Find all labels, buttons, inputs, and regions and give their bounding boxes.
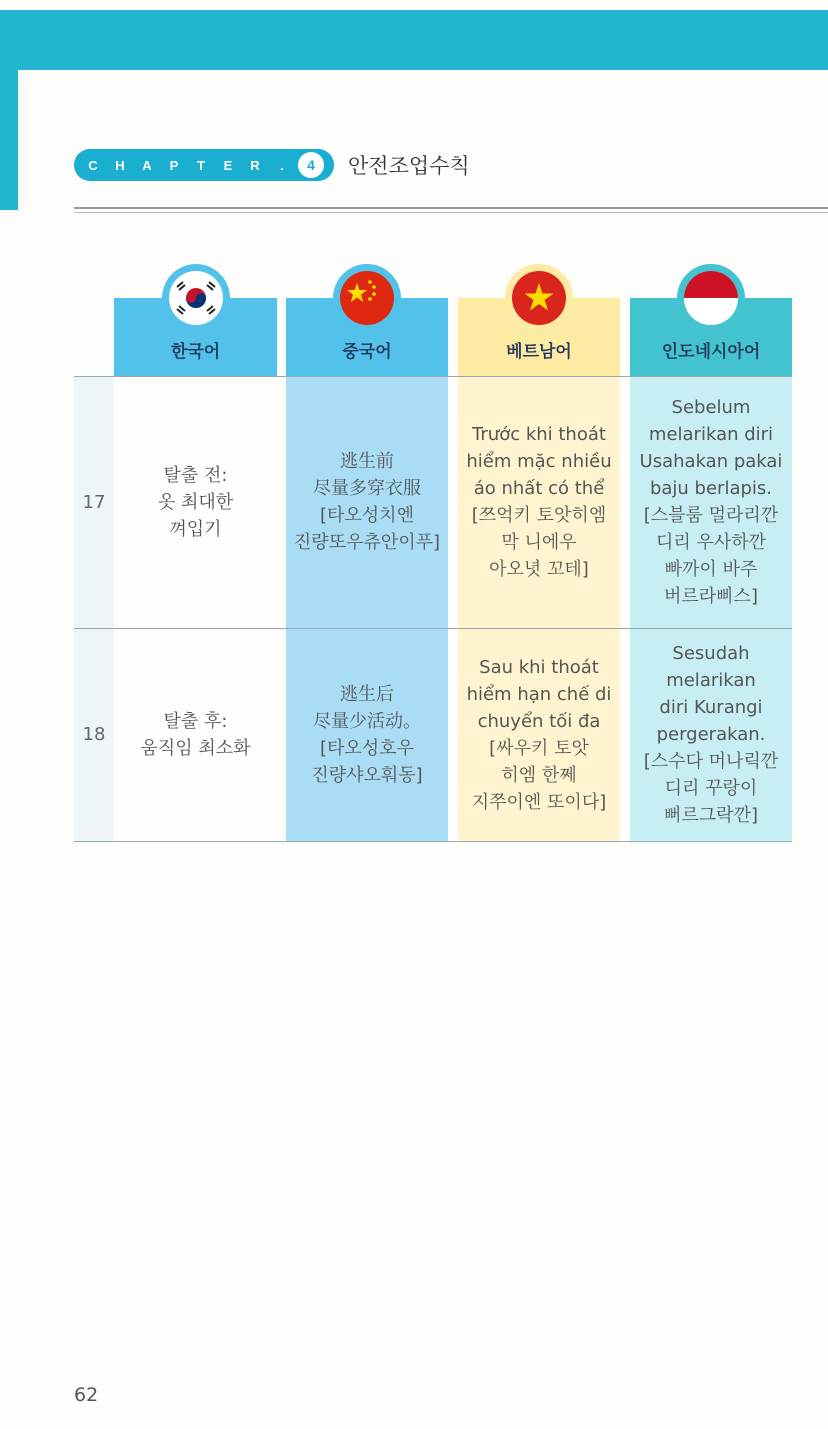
vietnam-flag-icon [512,271,566,325]
cell-line: 逃生后 [339,683,394,705]
cell-line: 尽量少活动。 [312,710,421,732]
chapter-letter: R [250,157,260,173]
chapter-letter: E [223,157,233,173]
cell-line: baju berlapis. [649,478,773,499]
cell-line: melarikan diri [648,424,774,445]
cell-line: 뻐르그락깐] [664,805,758,826]
chapter-title: 안전조업수칙 [348,154,470,178]
cell-row17-korean [114,376,277,628]
cell-line: [스수다 머나릭깐 [643,751,779,772]
cell-line: 逃生前 [339,451,394,472]
cell-row18-korean [114,628,277,841]
column-vietnamese [458,298,620,841]
cell-line: chuyển tối đa [477,710,601,732]
table-rule [74,376,792,377]
cell-line: [쯔억키 토앗히엠 [471,505,607,526]
chapter-header [74,148,470,182]
top-color-band [0,10,828,70]
flag-bubble [162,264,230,332]
column-chinese [286,298,448,841]
column-korean [114,298,277,841]
row-number-18 [74,628,114,841]
flag-bubble [505,264,573,332]
cell-line: 옷 최대한 [157,491,234,513]
cell-line: [스블룸 멀라리깐 [643,505,779,526]
cell-line: 히엠 한쩨 [501,764,577,786]
cell-line: 지쭈이엔 또이다] [471,791,607,813]
cell-line: 막 니에우 [501,532,577,553]
cell-row17-indonesian [630,376,792,628]
cell-line: diri Kurangi [659,697,763,718]
cell-line: 진량샤오훠동] [311,764,423,786]
cell-line: pergerakan. [656,724,766,745]
table-rule [74,841,792,842]
row-number: 18 [82,724,106,745]
cell-line: hiểm mặc nhiều [466,451,612,472]
cell-line: 탈출 후: [163,710,228,732]
column-label: 한국어 [170,342,221,362]
chapter-letter: T [197,157,205,173]
cell-line: 尽量多穿衣服 [312,478,421,499]
table-rule [74,628,792,629]
cell-line: Sesudah melarikan [666,643,756,691]
cell-line: hiểm hạn chế di [466,683,612,705]
page-number: 62 [74,1384,99,1406]
side-color-band [0,10,18,210]
header-rule [74,207,828,209]
cell-line: 디리 꾸랑이 [664,778,758,799]
chapter-letter: . [280,157,284,173]
cell-line: áo nhất có thể [473,478,605,499]
column-label: 인도네시아어 [661,342,761,362]
chapter-letter: A [142,157,152,173]
chapter-letter: P [169,157,179,173]
flag-bubble [677,264,745,332]
indonesia-flag-icon [684,271,738,325]
cell-row17-chinese [286,376,448,628]
cell-line: [타오성치엔 [320,505,414,526]
chapter-letter: H [115,157,125,173]
cell-line: 버르라삐스] [664,586,758,607]
chapter-badge [74,149,334,181]
cell-line: Sau khi thoát [479,656,599,678]
cell-line: 진량또우츄안이푸] [293,532,441,553]
cell-line: 디리 우사하깐 [655,532,767,553]
cell-line: Trước khi thoát [472,424,606,445]
cell-line: 탈출 전: [163,464,228,486]
cell-line: 빠까이 바주 [664,559,758,580]
chapter-number: 4 [298,152,324,178]
cell-line: 껴입기 [169,518,222,540]
column-label: 중국어 [342,342,392,362]
cell-line: 아오녓 꼬테] [489,559,589,580]
south-korea-flag-icon [169,271,223,325]
column-label: 베트남어 [506,342,572,362]
column-indonesian [630,298,792,841]
cell-row18-vietnamese [458,628,620,841]
china-flag-icon [340,271,394,325]
header-rule [74,212,828,213]
chapter-letter: C [88,157,98,173]
cell-row17-vietnamese [458,376,620,628]
cell-line: [싸우키 토앗 [489,737,589,759]
row-number: 17 [82,491,106,513]
cell-line: 움직임 최소화 [140,737,251,759]
cell-row18-indonesian [630,628,792,841]
row-number-17 [74,376,114,628]
cell-line: Usahakan pakai [639,451,783,472]
flag-bubble [333,264,401,332]
cell-line: [타오성호우 [320,737,414,759]
cell-line: Sebelum [671,397,751,418]
cell-row18-chinese [286,628,448,841]
